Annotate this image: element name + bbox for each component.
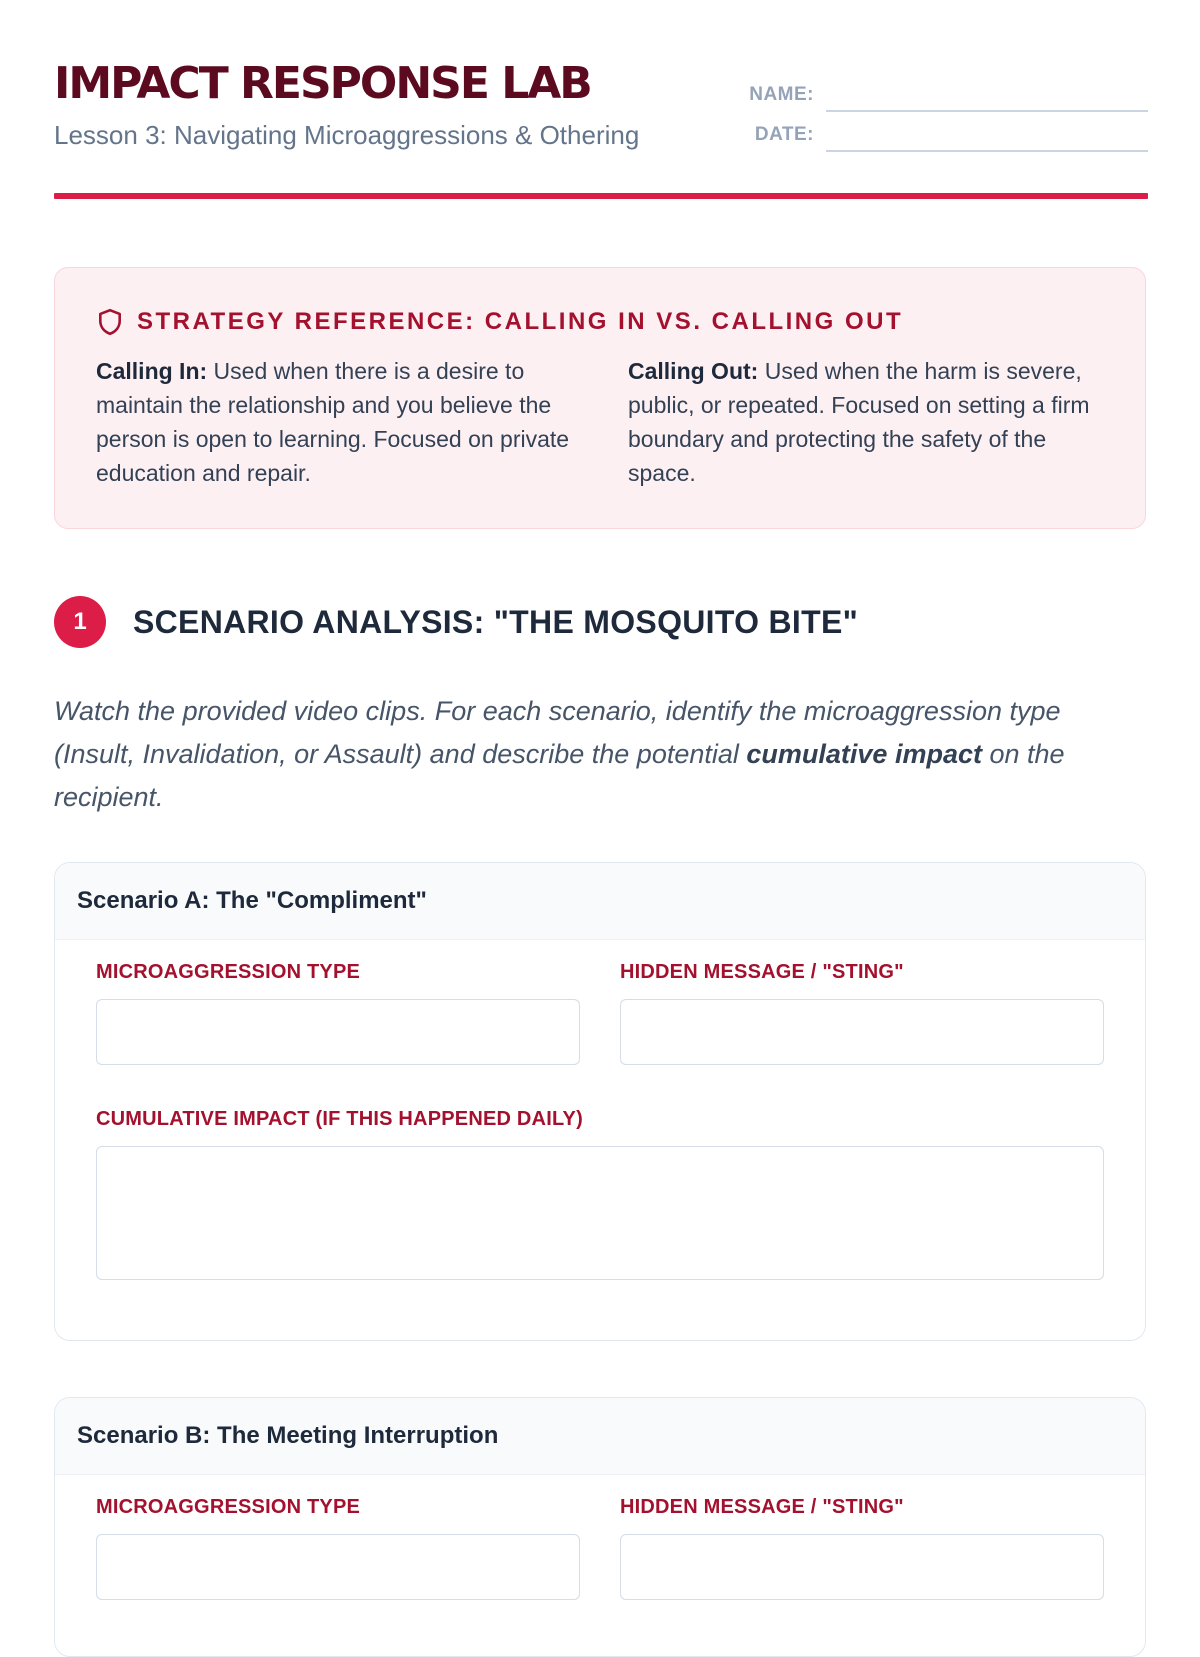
date-field-row [742, 118, 1148, 152]
microaggression-type-input[interactable] [96, 999, 580, 1065]
date-field[interactable] [826, 120, 1148, 152]
section-instructions [54, 690, 1148, 819]
instructions-emphasis: cumulative impact [746, 739, 982, 769]
shield-icon [97, 308, 123, 336]
section-number-badge: 1 [54, 596, 106, 648]
calling-in-term: Calling In: [96, 358, 208, 384]
scenario-card [54, 1397, 1146, 1657]
strategy-header [97, 308, 903, 336]
page-title: IMPACT RESPONSE LAB [54, 58, 591, 109]
name-field[interactable] [826, 80, 1148, 112]
calling-out-description [628, 354, 1106, 490]
worksheet-page [54, 0, 1148, 1518]
strategy-reference-panel [54, 267, 1146, 529]
date-label: DATE: [754, 124, 814, 145]
strategy-title: STRATEGY REFERENCE: CALLING IN VS. CALLING OUT [137, 308, 904, 335]
microaggression-type-label: MICROAGGRESSION TYPE [96, 961, 361, 983]
calling-in-text: Used when there is a desire to maintain the relationship and you believe the person is open to learning. Focused on private education and repair. [96, 358, 570, 486]
scenario-title: Scenario A: The "Compliment" [55, 863, 1145, 940]
calling-in-description [96, 354, 574, 490]
section-title: SCENARIO ANALYSIS: "THE MOSQUITO BITE" [133, 603, 859, 640]
cumulative-impact-textarea[interactable] [96, 1146, 1104, 1280]
microaggression-type-label: MICROAGGRESSION TYPE [96, 1496, 361, 1518]
name-field-row [742, 78, 1148, 112]
microaggression-type-input[interactable] [96, 1534, 580, 1600]
hidden-message-label: HIDDEN MESSAGE / "STING" [620, 961, 904, 983]
cumulative-impact-label: CUMULATIVE IMPACT (IF THIS HAPPENED DAILY) [96, 1108, 583, 1130]
header-divider [54, 193, 1148, 199]
calling-out-term: Calling Out: [628, 358, 759, 384]
instructions-text-start: Watch the provided video clips. For each scenario, identify the microaggression type (Insult, Invalidation, or Assault) and describe the potential [54, 696, 1061, 769]
worksheet-header [54, 0, 1148, 200]
scenario-card [54, 862, 1146, 1341]
section-heading [54, 596, 858, 648]
scenario-title: Scenario B: The Meeting Interruption [55, 1398, 1145, 1475]
hidden-message-input[interactable] [620, 999, 1104, 1065]
name-label: NAME: [749, 84, 814, 105]
hidden-message-input[interactable] [620, 1534, 1104, 1600]
lesson-subtitle: Lesson 3: Navigating Microaggressions & Othering [54, 120, 640, 150]
instructions-text-end: on the recipient. [54, 739, 1065, 812]
calling-out-text: Used when the harm is severe, public, or repeated. Focused on setting a firm boundary and protecting the safety of the space. [628, 358, 1090, 486]
hidden-message-label: HIDDEN MESSAGE / "STING" [620, 1496, 904, 1518]
